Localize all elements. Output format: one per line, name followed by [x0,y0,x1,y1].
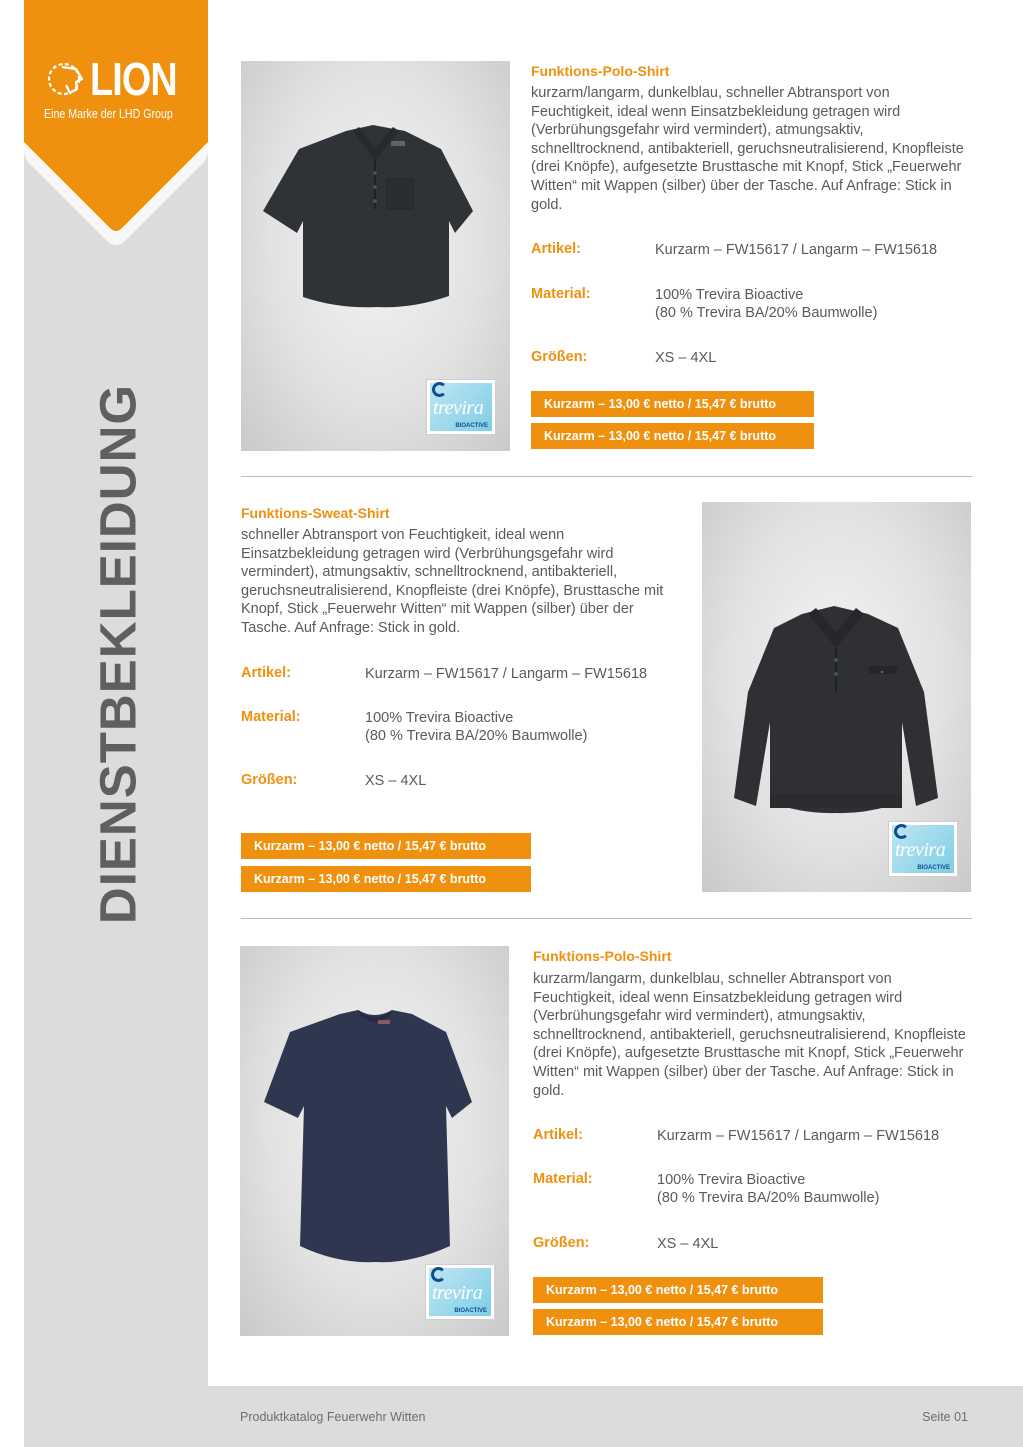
product-description: kurzarm/langarm, dunkelblau, schneller Abtransport von Feuchtigkeit, ideal wenn Einsatzbekleidung getragen wird (Verbrühungsgefahr wird vermindert), atmungsaktiv, schnelltrocknend, antibakteriell, geruchsneutralisierend, Knopfleiste (drei Knöpfe), aufgesetzte Brusttasche mit Knopf, Stick „Feuerwehr Witten“ mit Wappen (silber) über der Tasche. Auf Anfrage: Stick in gold. [531,85,964,213]
product-title: Funktions-Polo-Shirt [533,948,672,964]
material-value-detail: (80 % Trevira BA/20% Baumwolle) [365,728,588,744]
footer-catalog-title: Produktkatalog Feuerwehr Witten [240,1410,426,1424]
price-tag: Kurzarm – 13,00 € netto / 15,47 € brutto [241,866,531,892]
trevira-logo-icon [894,824,909,839]
price-tag: Kurzarm – 13,00 € netto / 15,47 € brutto [531,391,814,417]
sizes-label: Größen: [533,1235,590,1251]
article-value: Kurzarm – FW15617 / Langarm – FW15618 [365,666,648,682]
article-label: Artikel: [531,241,581,257]
material-value: 100% Trevira Bioactive [655,287,804,303]
price-tag: Kurzarm – 13,00 € netto / 15,47 € brutto [531,423,814,449]
trevira-logo-icon [432,382,447,397]
product-description: kurzarm/langarm, dunkelblau, schneller Abtransport von Feuchtigkeit, ideal wenn Einsatzbekleidung getragen wird (Verbrühungsgefahr wird vermindert), atmungsaktiv, schnelltrocknend, antibakteriell, geruchsneutralisierend, Knopfleiste (drei Knöpfe), aufgesetzte Brusttasche mit Knopf, Stick „Feuerwehr Witten“ mit Wappen (silber) über der Tasche. Auf Anfrage: Stick in gold. [533,971,966,1099]
section-title: DIENSTBEKLEIDUNG [89,383,147,925]
sizes-value: XS – 4XL [655,350,717,366]
material-label: Material: [531,286,591,302]
article-value: Kurzarm – FW15617 / Langarm – FW15618 [655,242,938,258]
trevira-badge: trevira BIOACTIVE [426,379,496,435]
brand-logo [24,0,208,256]
sizes-label: Größen: [531,349,588,365]
sizes-label: Größen: [241,772,298,788]
material-value: 100% Trevira Bioactive [657,1172,806,1188]
price-tag: Kurzarm – 13,00 € netto / 15,47 € brutto [241,833,531,859]
page-footer [208,1386,1023,1447]
material-label: Material: [533,1171,593,1187]
article-label: Artikel: [241,665,291,681]
product-description: schneller Abtransport von Feuchtigkeit, ideal wenn Einsatzbekleidung getragen wird (Verbrühungsgefahr wird vermindert), atmungsaktiv, schnelltrocknend, antibakteriell, geruchsneutralisierend, Knopfleiste (drei Knöpfe), Brusttasche mit Knopf, Stick „Feuerwehr Witten“ mit Wappen (silber) über der Tasche. Auf Anfrage: Stick in gold. [241,527,664,636]
brand-tagline: Eine Marke der LHD Group [44,107,173,121]
trevira-badge: trevira BIOACTIVE [888,821,958,877]
price-tag: Kurzarm – 13,00 € netto / 15,47 € brutto [533,1277,823,1303]
product-photo [240,946,509,1336]
page-number: Seite 01 [922,1410,968,1424]
divider [241,918,972,919]
material-value-detail: (80 % Trevira BA/20% Baumwolle) [657,1190,880,1206]
trevira-logo-icon [431,1267,446,1282]
price-tag: Kurzarm – 13,00 € netto / 15,47 € brutto [533,1309,823,1335]
sizes-value: XS – 4XL [657,1236,719,1252]
material-label: Material: [241,709,301,725]
product-photo [702,502,971,892]
trevira-badge: trevira BIOACTIVE [425,1264,495,1320]
product-title: Funktions-Sweat-Shirt [241,505,390,521]
product-photo [241,61,510,451]
material-value-detail: (80 % Trevira BA/20% Baumwolle) [655,305,878,321]
brand-name: LION [90,53,177,105]
divider [241,476,972,477]
sizes-value: XS – 4XL [365,773,427,789]
product-title: Funktions-Polo-Shirt [531,63,670,79]
lion-head-icon [44,55,88,101]
article-value: Kurzarm – FW15617 / Langarm – FW15618 [657,1128,940,1144]
article-label: Artikel: [533,1127,583,1143]
material-value: 100% Trevira Bioactive [365,710,514,726]
